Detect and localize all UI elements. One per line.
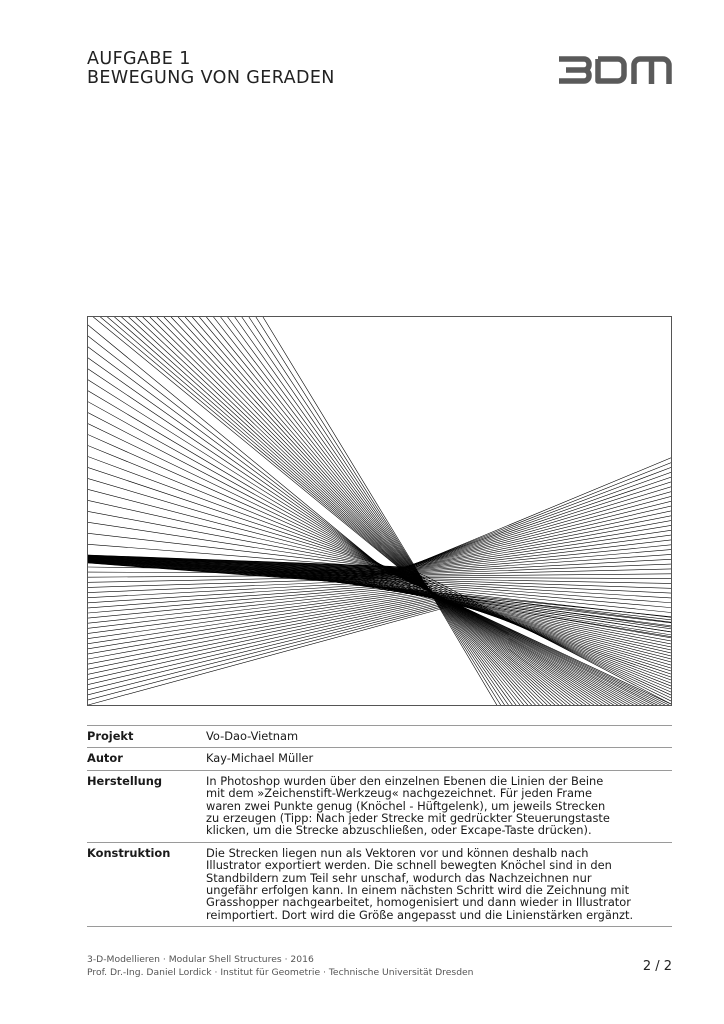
sweep-line bbox=[380, 530, 672, 573]
info-label: Autor bbox=[87, 751, 123, 766]
info-label: Konstruktion bbox=[87, 845, 171, 860]
info-value bbox=[206, 775, 672, 837]
info-value-line: mit dem »Zeichenstift-Werkzeug« nachgezeichnet. Für jeden Frame bbox=[206, 786, 593, 801]
sweep-line bbox=[199, 317, 408, 566]
info-value bbox=[206, 847, 672, 921]
info-row-autor bbox=[87, 747, 672, 769]
sweep-line bbox=[263, 317, 414, 565]
title-line-2: BEWEGUNG VON GERADEN bbox=[87, 68, 335, 88]
sweep-line bbox=[178, 317, 407, 567]
sweep-line bbox=[88, 589, 432, 634]
footer-course-line: 3-D-Modellieren · Modular Shell Structures · 2016 bbox=[87, 954, 314, 965]
sweep-line bbox=[88, 380, 391, 571]
sweep-line bbox=[88, 590, 434, 639]
sweep-line bbox=[88, 424, 393, 571]
sweep-line bbox=[378, 535, 672, 574]
sweep-line bbox=[88, 595, 438, 659]
sweep-line bbox=[406, 462, 672, 568]
sweep-line bbox=[115, 317, 402, 568]
sweep-line bbox=[408, 567, 672, 705]
info-label: Projekt bbox=[87, 729, 134, 743]
sweep-line bbox=[88, 602, 444, 685]
sweep-line bbox=[372, 549, 672, 574]
info-value-line: reimportiert. Dort wird die Größe angepasst und die Linienstärken ergänzt. bbox=[206, 907, 634, 922]
info-value bbox=[206, 730, 672, 742]
sweep-line bbox=[88, 585, 429, 618]
logo-3dm bbox=[556, 53, 674, 91]
sweep-line bbox=[129, 317, 403, 568]
sweep-line bbox=[393, 496, 672, 570]
info-row-herstellung bbox=[87, 770, 672, 842]
sweep-line bbox=[88, 604, 446, 694]
title-line-1: AUFGABE 1 bbox=[87, 49, 191, 69]
sweep-line bbox=[185, 317, 407, 567]
sweep-line bbox=[88, 347, 389, 572]
sweep-line bbox=[402, 472, 672, 569]
page-footer bbox=[87, 953, 672, 979]
info-value-line: In Photoshop wurden über den einzelnen Ebenen die Linien der Beine bbox=[206, 773, 604, 788]
sweep-line bbox=[122, 317, 403, 568]
info-value-line: klicken, um die Strecke abzuschließen, oder Excape-Taste drücken). bbox=[206, 823, 592, 838]
sweep-line bbox=[88, 457, 395, 570]
footer-institute-line: Prof. Dr.-Ing. Daniel Lordick · Institut für Geometrie · Technische Universität Dresden bbox=[87, 967, 474, 978]
sweep-line bbox=[395, 491, 672, 570]
page-title bbox=[87, 50, 335, 88]
info-value-line: Die Strecken liegen nun als Vektoren vor und können deshalb nach bbox=[206, 845, 589, 860]
sweep-line bbox=[387, 511, 672, 572]
sweep-line bbox=[88, 603, 445, 690]
sweep-line bbox=[157, 317, 405, 567]
info-value-line: Illustrator exportiert werden. Die schnell bewegten Knöchel sind in den bbox=[206, 858, 612, 873]
line-sweep-drawing bbox=[88, 317, 672, 706]
info-row-projekt bbox=[87, 725, 672, 747]
info-value bbox=[206, 752, 672, 764]
info-value-line: Standbildern zum Teil sehr unschaf, wodurch das Nachzeichnen nur bbox=[206, 870, 592, 885]
info-value-line: waren zwei Punkte genug (Knöchel - Hüftgelenk), um jeweils Strecken bbox=[206, 798, 606, 813]
sweep-line bbox=[136, 317, 404, 568]
sweep-line bbox=[88, 369, 390, 572]
line-motion-figure bbox=[87, 316, 672, 706]
info-value-line: Kay-Michael Müller bbox=[206, 751, 314, 766]
sweep-line bbox=[88, 594, 437, 654]
info-row-konstruktion bbox=[87, 842, 672, 927]
info-value-line: Vo-Dao-Vietnam bbox=[206, 729, 299, 743]
info-value-line: Grasshopper nachgearbeitet, homogenisiert und dann wieder in Illustrator bbox=[206, 895, 631, 910]
sweep-line bbox=[391, 501, 672, 571]
sweep-line bbox=[107, 317, 401, 568]
sweep-line bbox=[242, 317, 412, 566]
info-value-line: zu erzeugen (Tipp: Nach jeder Strecke mit gedrückter Steuerungstaste bbox=[206, 811, 610, 826]
project-info-table bbox=[87, 725, 672, 927]
sweep-line bbox=[88, 336, 389, 572]
sweep-line bbox=[408, 457, 672, 567]
sweep-line bbox=[402, 567, 672, 702]
sweep-line bbox=[385, 515, 672, 572]
sweep-line bbox=[400, 477, 672, 569]
info-value-line: ungefähr erfolgen kann. In einem nächsten Schritt wird die Zeichnung mit bbox=[206, 883, 630, 898]
page-number: 2 / 2 bbox=[642, 959, 672, 974]
sweep-line bbox=[206, 317, 409, 566]
info-label: Herstellung bbox=[87, 773, 163, 788]
